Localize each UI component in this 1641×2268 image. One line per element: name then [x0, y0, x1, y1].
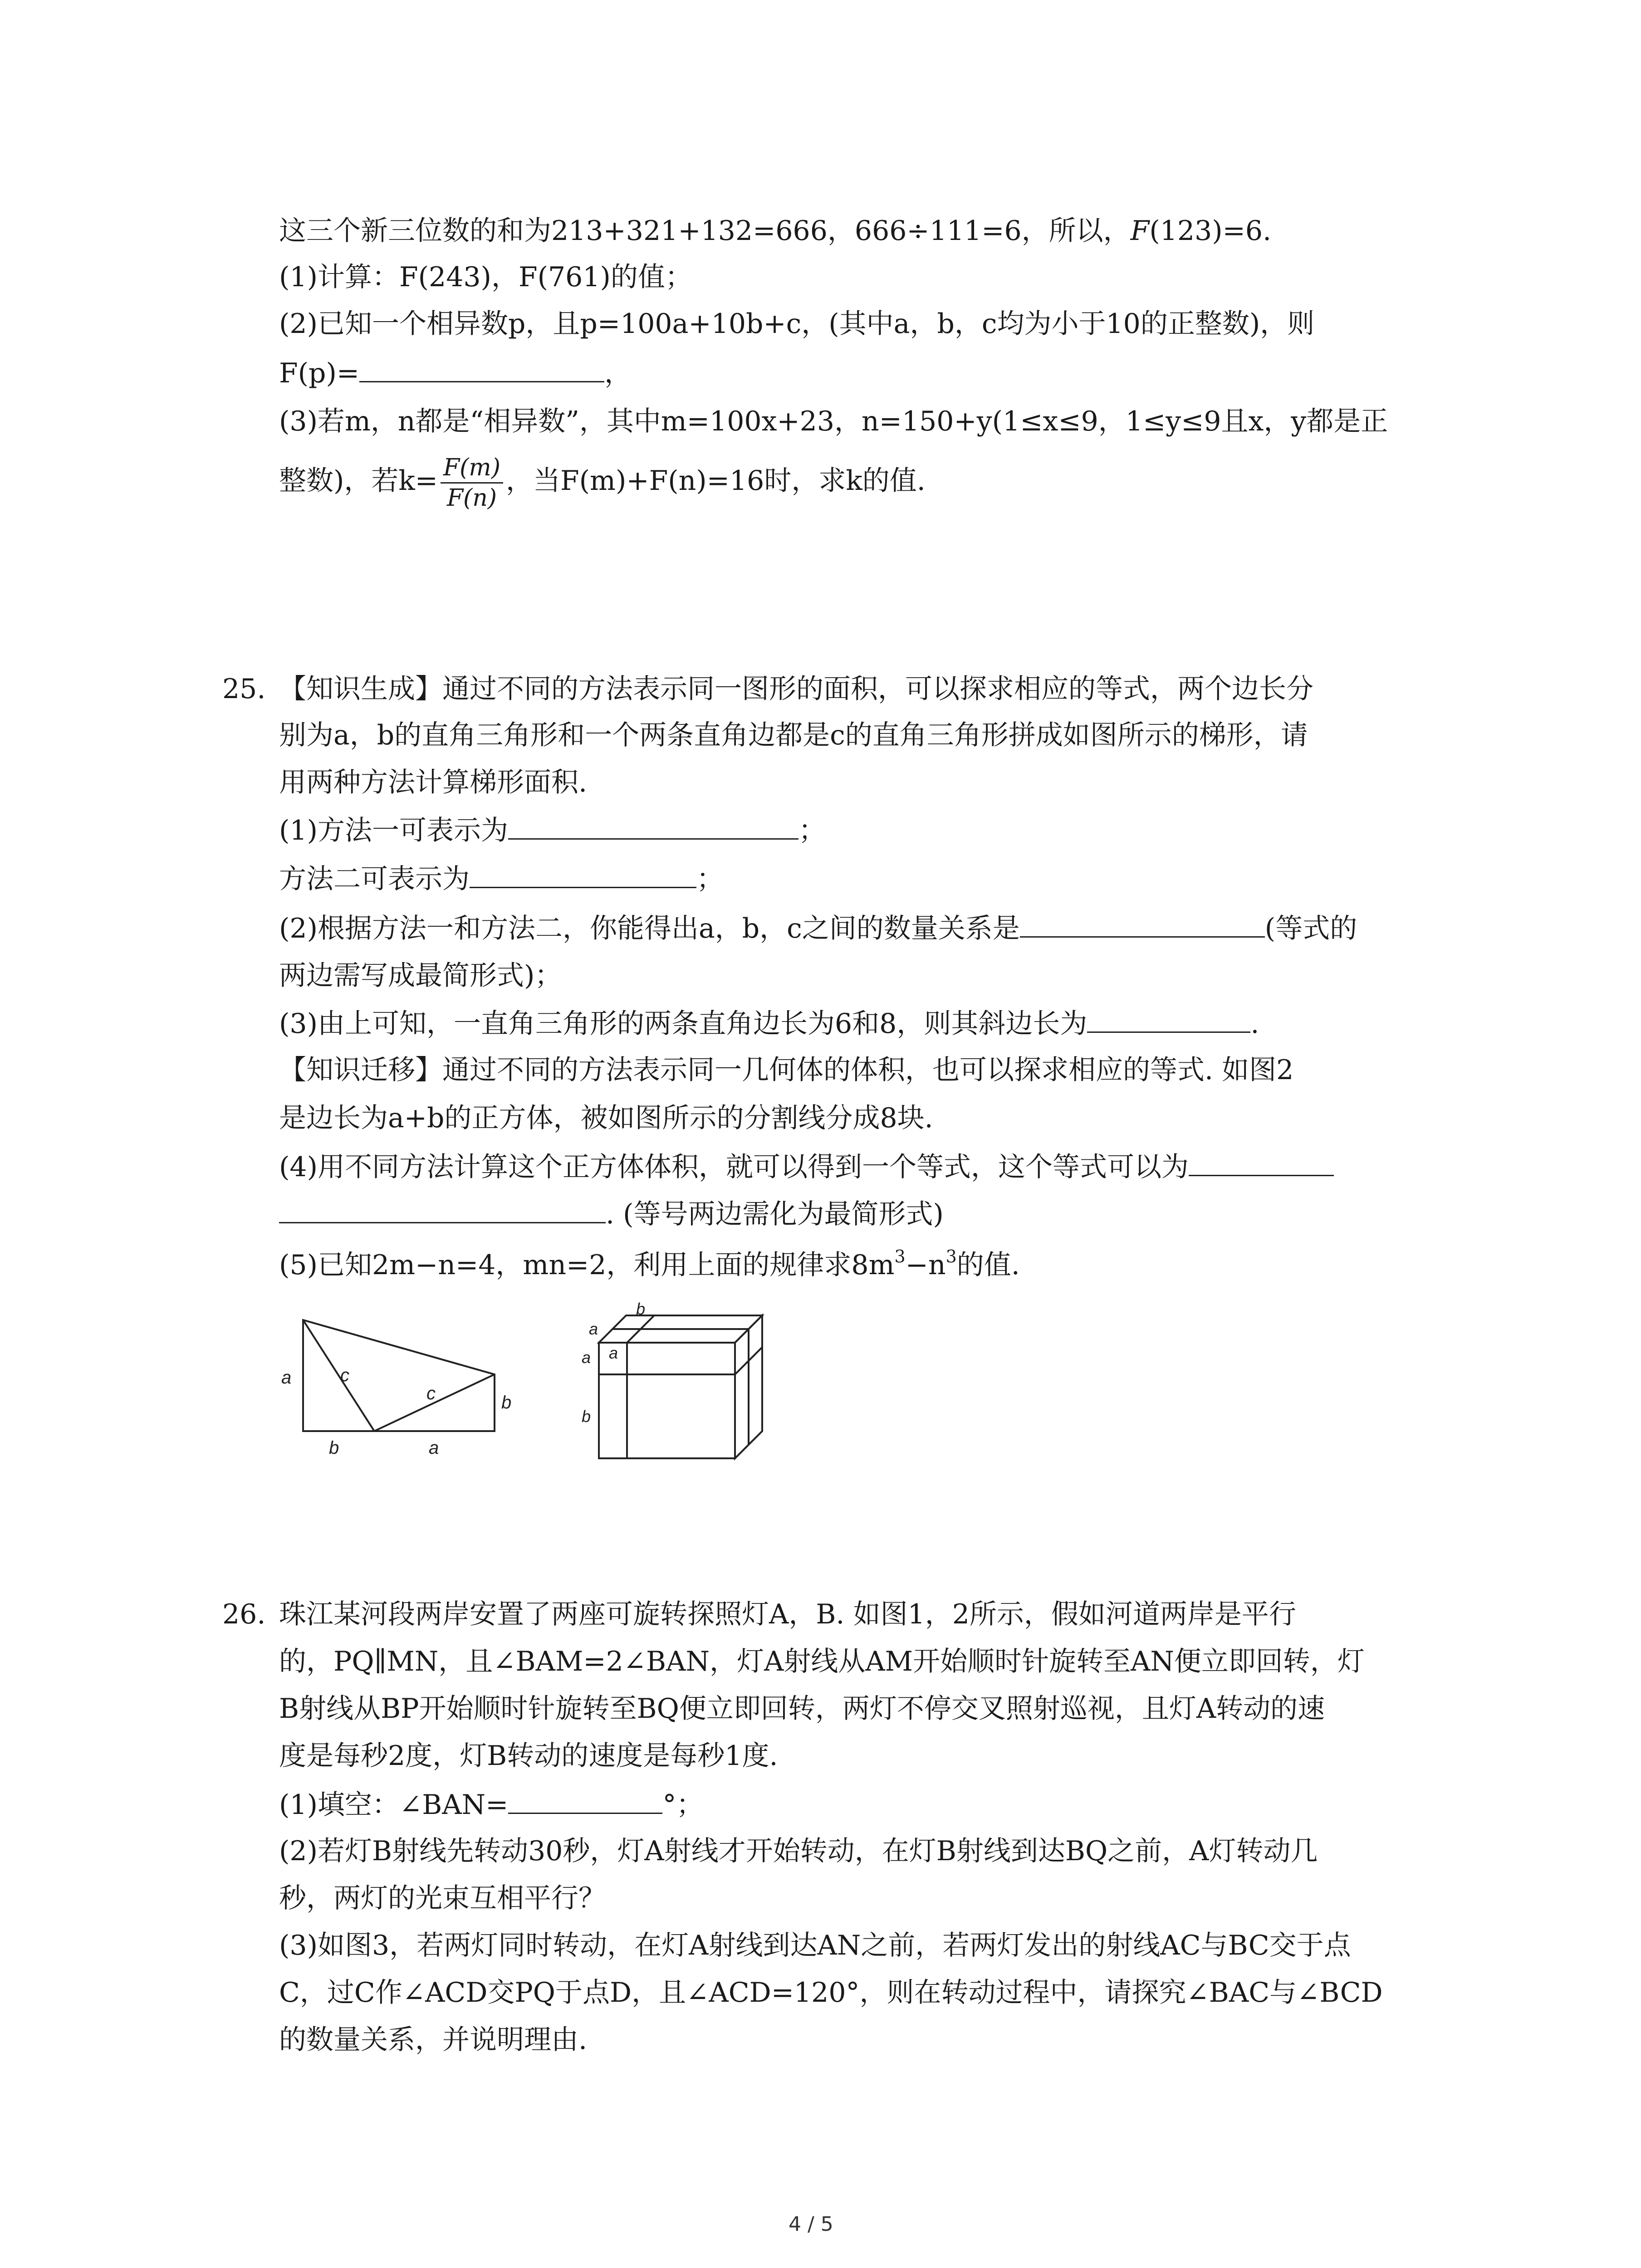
q26-line-10: 的数量关系，并说明理由. [279, 2024, 588, 2056]
fig1-label-a-bottom: a [429, 1438, 439, 1458]
top-line-5: (3)若m，n都是“相异数”，其中m=100x+23，n=150+y(1≤x≤9，1≤y≤9且x，y都是正 [279, 406, 1388, 437]
q26-line-3: B射线从BP开始顺时针旋转至BQ便立即回转，两灯不停交叉照射巡视，且灯A转动的速 [279, 1693, 1325, 1725]
answer-blank-cube-eq-b[interactable] [279, 1197, 606, 1223]
top-line-2: (1)计算：F(243)，F(761)的值； [279, 261, 692, 293]
page-number: 4 / 5 [789, 2213, 833, 2236]
q26-line-2: 的，PQ∥MN，且∠BAM=2∠BAN，灯A射线从AM开始顺时针旋转至AN便立即回转，灯 [279, 1646, 1365, 1677]
q26-line-1: 珠江某河段两岸安置了两座可旋转探照灯A，B. 如图1，2所示，假如河道两岸是平行 [279, 1598, 1296, 1630]
top-line-3: (2)已知一个相异数p，且p=100a+10b+c，(其中a，b，c均为小于10的正整数)，则 [279, 308, 1315, 340]
q25-line-10: 是边长为a+b的正方体，被如图所示的分割线分成8块. [279, 1102, 933, 1134]
answer-blank-method1[interactable] [508, 813, 798, 840]
q26-line-5: (1)填空：∠BAN= °； [279, 1786, 703, 1823]
q25-line-12: . (等号两边需化为最简形式) [279, 1196, 944, 1233]
answer-blank-hypotenuse[interactable] [1087, 1006, 1250, 1033]
q25-line-9: 【知识迁移】通过不同的方法表示同一几何体的体积，也可以探求相应的等式. 如图2 [279, 1054, 1294, 1086]
q26-line-4: 度是每秒2度，灯B转动的速度是每秒1度. [279, 1740, 778, 1772]
top-line-1: 这三个新三位数的和为213+321+132=666，666÷111=6，所以，F(123)=6. [279, 215, 1272, 247]
q25-line-7: 两边需写成最简形式)； [279, 960, 562, 992]
top-line-4: F(p)= ， [279, 355, 632, 392]
q25-line-8: (3)由上可知，一直角三角形的两条直角边长为6和8，则其斜边长为 . [279, 1005, 1259, 1042]
q25-line-4: (1)方法一可表示为 ； [279, 812, 826, 849]
answer-blank-ban[interactable] [508, 1787, 662, 1814]
q25-line-5: 方法二可表示为 ； [279, 860, 724, 898]
answer-blank-method2[interactable] [470, 861, 696, 888]
q26-line-8: (3)如图3，若两灯同时转动，在灯A射线到达AN之前，若两灯发出的射线AC与BC交于点 [279, 1930, 1351, 1961]
fraction-k: $\frac{F(m)}{F(n)}$ [441, 453, 503, 513]
fig1-label-a-left: a [281, 1368, 292, 1388]
q25-line-11: (4)用不同方法计算这个正方体体积，就可以得到一个等式，这个等式可以为 [279, 1149, 1334, 1186]
q26-line-7: 秒，两灯的光束互相平行？ [279, 1882, 606, 1914]
q25-line-2: 别为a，b的直角三角形和一个两条直角边都是c的直角三角形拼成如图所示的梯形，请 [279, 719, 1308, 751]
fig1-label-b-bottom: b [329, 1438, 339, 1458]
q25-number: 25. [222, 673, 266, 705]
q26-line-6: (2)若灯B射线先转动30秒，灯A射线才开始转动，在灯B射线到达BQ之前，A灯转动几 [279, 1835, 1318, 1867]
q26-line-9: C，过C作∠ACD交PQ于点D，且∠ACD=120°，则在转动过程中，请探究∠BAC与∠BCD [279, 1977, 1383, 2009]
fig2-label-a-top: a [589, 1320, 598, 1338]
q25-line-6: (2)根据方法一和方法二，你能得出a，b，c之间的数量关系是 (等式的 [279, 910, 1357, 947]
top-line-6: 整数)，若k= $\frac{F(m)}{F(n)}$ ，当F(m)+F(n)=16时，求k的值. [279, 454, 926, 512]
fig2-label-b-top: b [636, 1302, 646, 1318]
q25-line-1: 【知识生成】通过不同的方法表示同一图形的面积，可以探求相应的等式，两个边长分 [279, 673, 1313, 705]
q26-number: 26. [222, 1598, 266, 1630]
q25-line-13: (5)已知2m−n=4，mn=2，利用上面的规律求$8m^3-n^3$的值. [279, 1246, 1020, 1281]
fig1-label-c-2: c [426, 1383, 436, 1403]
fig2-label-b-left: b [582, 1407, 591, 1426]
cube-figure [572, 1302, 780, 1465]
answer-blank-relation[interactable] [1020, 911, 1265, 938]
answer-blank-fp[interactable] [359, 356, 604, 382]
q25-line-3: 用两种方法计算梯形面积. [279, 767, 588, 798]
fig1-label-c-1: c [340, 1365, 349, 1385]
trapezoid-figure [272, 1302, 526, 1465]
fig1-label-b-right: b [501, 1393, 512, 1413]
answer-blank-cube-eq-a[interactable] [1189, 1149, 1334, 1176]
fig2-label-a-inner: a [609, 1344, 618, 1362]
fig2-label-a-left: a [582, 1348, 591, 1367]
